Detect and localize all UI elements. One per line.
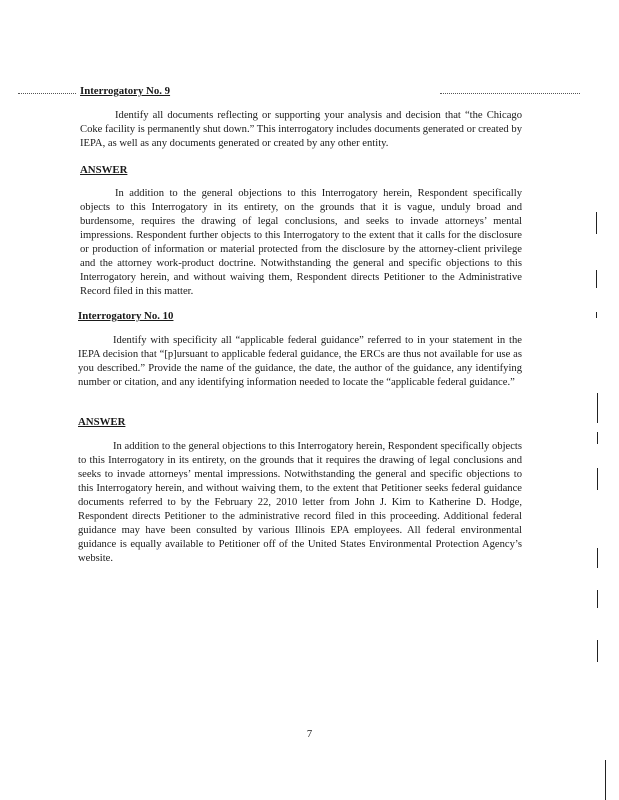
scan-margin-mark — [597, 393, 598, 423]
scan-margin-mark — [597, 590, 598, 608]
answer-10-text — [78, 440, 522, 566]
scan-margin-mark — [597, 640, 598, 662]
scan-dotted-rule-right — [440, 93, 580, 94]
scan-dotted-rule-left — [18, 93, 76, 94]
answer-9-body: In addition to the general objections to this Interrogatory herein, Respondent specifically objects to this Interrogatory in its entirety, on the grounds that it is vague, unduly broad and burdensome, requires the drawing of legal conclusions, and seeks to invade attorneys’ mental impressions. Respondent further objects to this Interrogatory to the extent that it calls for the disclosure or production of information or material protected from the disclosure by the attorney-client privilege and the attorney work-product doctrine. Notwithstanding the general and specific objections to this Interrogatory herein, and without waiving them, Respondent directs Petitioner to the Administrative Record filed in this matter. — [80, 188, 522, 297]
scan-margin-mark — [596, 312, 597, 318]
interrogatory-10-text — [78, 334, 522, 390]
answer-9-text — [80, 187, 522, 299]
interrogatory-9-body: Identify all documents reflecting or supporting your analysis and decision that “the Chicago Coke facility is permanently shut down.” This interrogatory includes documents generated or created by IEPA, as well as any documents generated or created by any other entity. — [80, 110, 522, 149]
scan-margin-mark — [605, 760, 606, 800]
answer-10-body: In addition to the general objections to this Interrogatory herein, Respondent specifically objects to this Interrogatory in its entirety, on the grounds that it requires the drawing of legal conclusions and seeks to invade attorneys’ mental impressions. Notwithstanding the general and specific objections to this Interrogatory herein, and without waiving them, to the extent that Petitioner seeks federal guidance documents referred to by the February 22, 2010 letter from John J. Kim to Katherine D. Hodge, Respondent directs Petitioner to the administrative record filed in this proceeding. Additional federal guidance may have been consulted by various Illinois EPA employees. All federal environmental guidance is equally available to Petitioner off of the United States Environmental Protection Agency’s website. — [78, 441, 522, 564]
interrogatory-9-heading: Interrogatory No. 9 — [80, 85, 171, 97]
scan-margin-mark — [597, 548, 598, 568]
scan-margin-mark — [597, 432, 598, 444]
interrogatory-10-body: Identify with specificity all “applicable federal guidance” referred to in your statement in the IEPA decision that “[p]ursuant to applicable federal guidance, the ERCs are thus not available for use as you described.” Provide the name of the guidance, the date, the author of the guidance, any identifying number or citation, and any identifying information needed to locate the “applicable federal guidance.” — [78, 335, 522, 388]
page-number: 7 — [306, 729, 313, 740]
interrogatory-10-heading: Interrogatory No. 10 — [78, 310, 174, 322]
scan-margin-mark — [597, 468, 598, 490]
scan-margin-mark — [596, 270, 597, 288]
answer-10-heading: ANSWER — [78, 416, 126, 428]
interrogatory-9-text — [80, 109, 522, 151]
answer-9-heading: ANSWER — [80, 164, 128, 176]
scan-margin-mark — [596, 212, 597, 234]
